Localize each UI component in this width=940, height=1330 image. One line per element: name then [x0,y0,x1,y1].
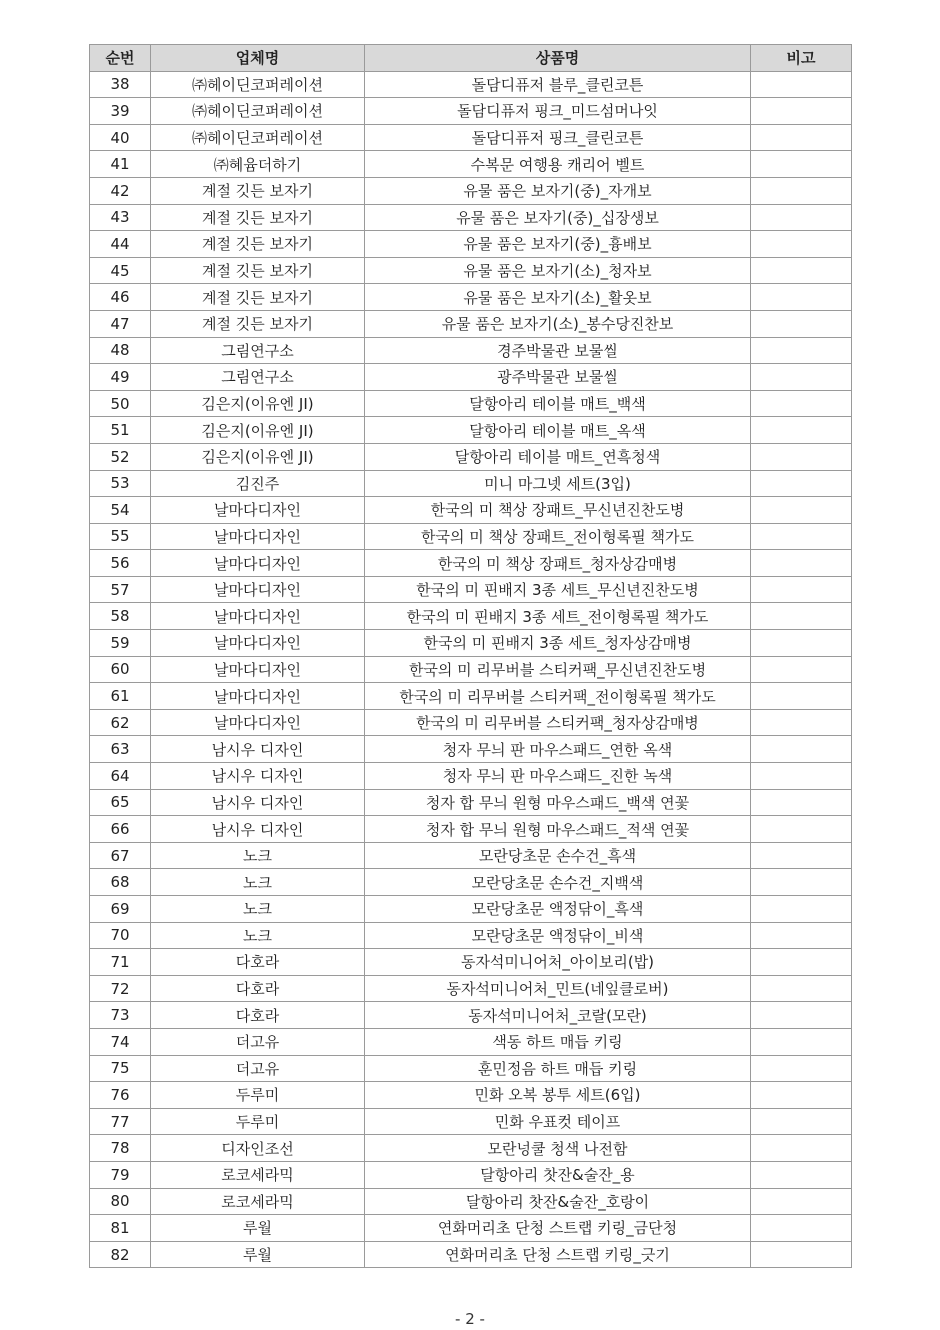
cell-note [751,550,852,577]
cell-no: 52 [90,443,151,470]
cell-note [751,736,852,763]
cell-note [751,975,852,1002]
cell-note [751,364,852,391]
cell-no: 76 [90,1082,151,1109]
cell-note [751,1135,852,1162]
cell-note [751,1082,852,1109]
cell-product: 훈민정음 하트 매듭 키링 [365,1055,751,1082]
table-row [90,177,852,204]
cell-vendor: ㈜헤이딘코퍼레이션 [151,71,365,98]
table-row [90,1055,852,1082]
table-header-row [90,45,852,72]
cell-product: 미니 마그넷 세트(3입) [365,470,751,497]
cell-note [751,656,852,683]
table-row [90,656,852,683]
cell-product: 달항아리 테이블 매트_옥색 [365,417,751,444]
cell-vendor: 계절 깃든 보자기 [151,310,365,337]
cell-note [751,709,852,736]
cell-note [751,842,852,869]
cell-vendor: 두루미 [151,1082,365,1109]
table-row [90,683,852,710]
cell-product: 연화머리초 단청 스트랩 키링_금단청 [365,1215,751,1242]
cell-vendor: 계절 깃든 보자기 [151,177,365,204]
cell-product: 한국의 미 리무버블 스티커팩_무신년진찬도병 [365,656,751,683]
table-row [90,1188,852,1215]
cell-vendor: ㈜헤이딘코퍼레이션 [151,98,365,125]
cell-product: 모란당초문 손수건_지백색 [365,869,751,896]
cell-product: 한국의 미 리무버블 스티커팩_전이형록필 책가도 [365,683,751,710]
cell-vendor: 로코세라믹 [151,1161,365,1188]
cell-product: 민화 오복 봉투 세트(6입) [365,1082,751,1109]
table-row [90,576,852,603]
cell-product: 유물 품은 보자기(중)_자개보 [365,177,751,204]
cell-product: 민화 우표컷 테이프 [365,1108,751,1135]
cell-product: 청자 합 무늬 원형 마우스패드_적색 연꽃 [365,816,751,843]
cell-product: 수복문 여행용 캐리어 벨트 [365,151,751,178]
cell-vendor: 계절 깃든 보자기 [151,257,365,284]
table-row [90,470,852,497]
cell-note [751,603,852,630]
cell-vendor: 그림연구소 [151,337,365,364]
cell-no: 73 [90,1002,151,1029]
cell-product: 모란당초문 손수건_흑색 [365,842,751,869]
cell-note [751,816,852,843]
cell-no: 61 [90,683,151,710]
cell-note [751,71,852,98]
cell-product: 모란넝쿨 청색 나전함 [365,1135,751,1162]
product-table [89,44,852,1268]
header-note: 비고 [751,45,852,72]
cell-vendor: 남시우 디자인 [151,789,365,816]
cell-vendor: 날마다디자인 [151,603,365,630]
cell-product: 경주박물관 보물씰 [365,337,751,364]
cell-product: 청자 무늬 판 마우스패드_연한 옥색 [365,736,751,763]
cell-vendor: 김은지(이유엔 JI) [151,443,365,470]
cell-product: 달항아리 테이블 매트_백색 [365,390,751,417]
table-row [90,310,852,337]
header-vendor: 업체명 [151,45,365,72]
cell-no: 48 [90,337,151,364]
cell-product: 연화머리초 단청 스트랩 키링_긋기 [365,1241,751,1268]
cell-no: 74 [90,1028,151,1055]
cell-vendor: 날마다디자인 [151,709,365,736]
cell-vendor: 날마다디자인 [151,523,365,550]
cell-vendor: 김은지(이유엔 JI) [151,417,365,444]
table-row [90,1028,852,1055]
cell-vendor: 날마다디자인 [151,683,365,710]
table-row [90,417,852,444]
cell-note [751,284,852,311]
cell-no: 50 [90,390,151,417]
cell-no: 81 [90,1215,151,1242]
cell-product: 유물 품은 보자기(중)_십장생보 [365,204,751,231]
table-row [90,497,852,524]
header-product: 상품명 [365,45,751,72]
table-row [90,1161,852,1188]
cell-product: 유물 품은 보자기(중)_흉배보 [365,231,751,258]
cell-no: 66 [90,816,151,843]
cell-note [751,497,852,524]
cell-no: 58 [90,603,151,630]
table-row [90,975,852,1002]
cell-no: 68 [90,869,151,896]
cell-vendor: 노크 [151,896,365,923]
table-row [90,816,852,843]
table-row [90,124,852,151]
table-row [90,1002,852,1029]
cell-vendor: 날마다디자인 [151,550,365,577]
cell-no: 53 [90,470,151,497]
cell-no: 41 [90,151,151,178]
cell-no: 65 [90,789,151,816]
cell-no: 80 [90,1188,151,1215]
cell-product: 한국의 미 핀배지 3종 세트_무신년진찬도병 [365,576,751,603]
cell-vendor: 날마다디자인 [151,576,365,603]
cell-note [751,576,852,603]
table-row [90,337,852,364]
cell-product: 돌담디퓨저 핑크_클린코튼 [365,124,751,151]
cell-product: 동자석미니어처_아이보리(밥) [365,949,751,976]
table-row [90,736,852,763]
cell-note [751,523,852,550]
cell-vendor: 두루미 [151,1108,365,1135]
cell-note [751,470,852,497]
table-row [90,1108,852,1135]
cell-product: 달항아리 테이블 매트_연흑청색 [365,443,751,470]
table-row [90,284,852,311]
cell-no: 64 [90,763,151,790]
table-row [90,231,852,258]
cell-vendor: 디자인조선 [151,1135,365,1162]
cell-vendor: 그림연구소 [151,364,365,391]
cell-no: 39 [90,98,151,125]
cell-note [751,896,852,923]
cell-no: 56 [90,550,151,577]
cell-note [751,1055,852,1082]
cell-no: 51 [90,417,151,444]
cell-vendor: 더고유 [151,1028,365,1055]
table-row [90,709,852,736]
cell-vendor: 노크 [151,842,365,869]
cell-note [751,763,852,790]
cell-vendor: 더고유 [151,1055,365,1082]
cell-no: 60 [90,656,151,683]
table-row [90,896,852,923]
cell-no: 70 [90,922,151,949]
cell-vendor: 날마다디자인 [151,656,365,683]
cell-no: 54 [90,497,151,524]
cell-product: 모란당초문 액정닦이_흑색 [365,896,751,923]
cell-note [751,949,852,976]
cell-product: 돌담디퓨저 블루_클린코튼 [365,71,751,98]
cell-product: 돌담디퓨저 핑크_미드섬머나잇 [365,98,751,125]
cell-note [751,630,852,657]
table-row [90,1241,852,1268]
cell-note [751,124,852,151]
cell-vendor: ㈜헤이딘코퍼레이션 [151,124,365,151]
cell-product: 한국의 미 책상 장패트_전이형록필 책가도 [365,523,751,550]
cell-note [751,337,852,364]
cell-note [751,390,852,417]
cell-no: 46 [90,284,151,311]
cell-note [751,1215,852,1242]
cell-product: 청자 무늬 판 마우스패드_진한 녹색 [365,763,751,790]
cell-product: 동자석미니어처_민트(네잎클로버) [365,975,751,1002]
cell-product: 달항아리 찻잔&술잔_용 [365,1161,751,1188]
cell-note [751,443,852,470]
cell-no: 55 [90,523,151,550]
cell-product: 동자석미니어처_코랄(모란) [365,1002,751,1029]
cell-product: 유물 품은 보자기(소)_활옷보 [365,284,751,311]
cell-no: 47 [90,310,151,337]
cell-note [751,257,852,284]
cell-no: 71 [90,949,151,976]
cell-product: 모란당초문 액정닦이_비색 [365,922,751,949]
cell-note [751,231,852,258]
cell-vendor: 남시우 디자인 [151,736,365,763]
cell-product: 한국의 미 리무버블 스티커팩_청자상감매병 [365,709,751,736]
cell-no: 79 [90,1161,151,1188]
cell-note [751,177,852,204]
table-row [90,842,852,869]
cell-note [751,1241,852,1268]
table-row [90,204,852,231]
cell-no: 42 [90,177,151,204]
product-list-sheet [89,44,851,1268]
cell-no: 38 [90,71,151,98]
cell-product: 유물 품은 보자기(소)_청자보 [365,257,751,284]
table-body [90,71,852,1268]
table-row [90,71,852,98]
cell-vendor: 김진주 [151,470,365,497]
cell-no: 49 [90,364,151,391]
cell-note [751,789,852,816]
table-row [90,1135,852,1162]
cell-vendor: 다호라 [151,1002,365,1029]
table-row [90,257,852,284]
cell-vendor: 다호라 [151,975,365,1002]
header-no: 순번 [90,45,151,72]
cell-note [751,98,852,125]
cell-vendor: 루월 [151,1215,365,1242]
table-row [90,763,852,790]
table-row [90,630,852,657]
table-row [90,869,852,896]
cell-note [751,922,852,949]
table-row [90,922,852,949]
cell-note [751,417,852,444]
cell-no: 67 [90,842,151,869]
cell-product: 유물 품은 보자기(소)_봉수당진찬보 [365,310,751,337]
cell-product: 한국의 미 핀배지 3종 세트_전이형록필 책가도 [365,603,751,630]
table-row [90,603,852,630]
table-row [90,1215,852,1242]
cell-note [751,151,852,178]
table-row [90,98,852,125]
cell-vendor: 노크 [151,869,365,896]
cell-no: 82 [90,1241,151,1268]
cell-no: 57 [90,576,151,603]
cell-vendor: 계절 깃든 보자기 [151,284,365,311]
table-row [90,789,852,816]
cell-product: 청자 합 무늬 원형 마우스패드_백색 연꽃 [365,789,751,816]
cell-vendor: ㈜혜윰더하기 [151,151,365,178]
cell-product: 한국의 미 핀배지 3종 세트_청자상감매병 [365,630,751,657]
cell-vendor: 루월 [151,1241,365,1268]
cell-note [751,204,852,231]
cell-vendor: 계절 깃든 보자기 [151,231,365,258]
cell-no: 72 [90,975,151,1002]
cell-no: 44 [90,231,151,258]
table-row [90,364,852,391]
cell-product: 한국의 미 책상 장패트_무신년진찬도병 [365,497,751,524]
page-number: - 2 - [455,1310,485,1328]
cell-note [751,1188,852,1215]
cell-vendor: 다호라 [151,949,365,976]
cell-product: 한국의 미 책상 장패트_청자상감매병 [365,550,751,577]
cell-vendor: 날마다디자인 [151,630,365,657]
cell-note [751,1161,852,1188]
cell-no: 59 [90,630,151,657]
cell-vendor: 날마다디자인 [151,497,365,524]
table-row [90,523,852,550]
table-row [90,443,852,470]
table-row [90,151,852,178]
table-row [90,550,852,577]
cell-note [751,310,852,337]
cell-vendor: 김은지(이유엔 JI) [151,390,365,417]
cell-note [751,1028,852,1055]
table-row [90,1082,852,1109]
cell-no: 62 [90,709,151,736]
cell-note [751,1108,852,1135]
cell-no: 78 [90,1135,151,1162]
cell-no: 40 [90,124,151,151]
cell-no: 69 [90,896,151,923]
cell-no: 45 [90,257,151,284]
cell-no: 77 [90,1108,151,1135]
cell-note [751,869,852,896]
table-row [90,949,852,976]
cell-product: 색동 하트 매듭 키링 [365,1028,751,1055]
cell-vendor: 계절 깃든 보자기 [151,204,365,231]
cell-product: 광주박물관 보물씰 [365,364,751,391]
cell-vendor: 남시우 디자인 [151,763,365,790]
cell-vendor: 로코세라믹 [151,1188,365,1215]
cell-no: 63 [90,736,151,763]
table-row [90,390,852,417]
cell-no: 43 [90,204,151,231]
cell-vendor: 남시우 디자인 [151,816,365,843]
cell-note [751,1002,852,1029]
cell-no: 75 [90,1055,151,1082]
cell-product: 달항아리 찻잔&술잔_호랑이 [365,1188,751,1215]
cell-vendor: 노크 [151,922,365,949]
cell-note [751,683,852,710]
